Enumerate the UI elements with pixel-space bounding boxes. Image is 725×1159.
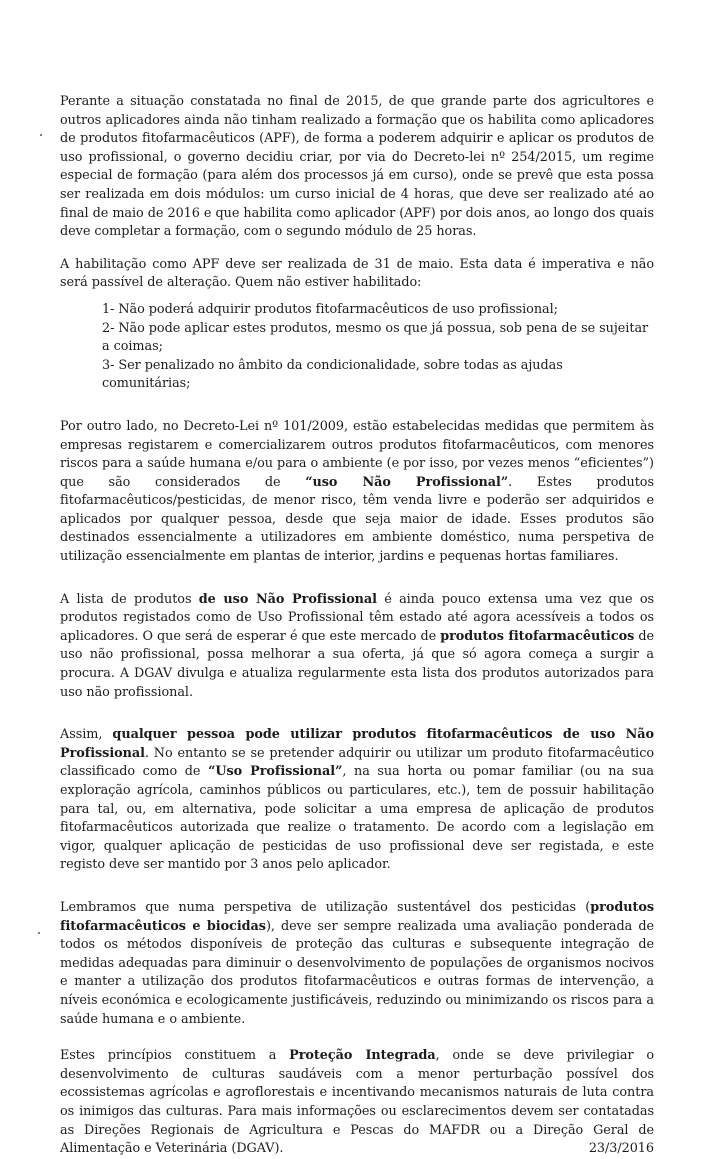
paragraph-any-person: Assim, qualquer pessoa pode utilizar produtos fitofarmacêuticos de uso Não Profissional. No entanto se se pretender adquirir ou utilizar um produto fitofarmacêutico classificado como de “Uso Profissional”, na sua horta ou pomar familiar (ou na sua exploração agrícola, caminhos públicos ou particulares, etc.), tem de possuir habilitação para tal, ou, em alternativa, pode solicitar a uma empresa de aplicação de produtos fitofarmacêuticos autorizada que realize o tratamento. De acordo com a legislação em vigor, qualquer aplicação de pesticidas de uso profissional deve ser registada, e este registo deve ser mantido por 3 anos pelo aplicador.: [60, 727, 655, 873]
list-item: 1- Não poderá adquirir produtos fitofarmacêuticos de uso profissional;: [102, 301, 558, 317]
paragraph-intro: Perante a situação constatada no final de 2015, de que grande parte dos agricultores e outros aplicadores ainda não tinham realizado a formação que os habilita como aplicadores de produtos fitofarmacêuticos (APF), de forma a poderem adquirir e aplicar os produtos de uso profissional, o governo decidiu criar, por via do Decreto-lei nº 254/2015, um regime especial de formação (para além dos processos já em curso), onde se prevê que esta possa ser realizada em dois módulos: um curso inicial de 4 horas, que deve ser realizado até ao final de maio de 2016 e que habilita como aplicador (APF) por dois anos, ao longo dos quais deve completar a formação, com o segundo módulo de 25 horas.: [60, 94, 654, 240]
document-body: [60, 93, 654, 1159]
paragraph-sustainable-use: Lembramos que numa perspetiva de utilização sustentável dos pesticidas (produtos fitofarmacêuticos e biocidas), deve ser sempre realizada uma avaliação ponderada de todos os métodos disponíveis de proteção das culturas e subsequente integração de medidas adequadas para diminuir o desenvolvimento de populações de organismos nocivos e manter a utilização dos produtos fitofarmacêuticos e outras formas de intervenção, a níveis económica e ecologicamente justificáveis, reduzindo ou minimizando os riscos para a saúde humana e o ambiente.: [60, 899, 654, 1027]
list-item: 2- Não pode aplicar estes produtos, mesmo os que já possua, sob pena de se sujeitar a coimas;: [102, 320, 649, 355]
list-item: 3- Ser penalizado no âmbito da condicionalidade, sobre todas as ajudas comunitárias;: [102, 357, 563, 392]
scan-speck: [40, 134, 42, 136]
document-date: 23/3/2016: [588, 1141, 654, 1157]
paragraph-deadline: A habilitação como APF deve ser realizada de 31 de maio. Esta data é imperativa e não será passível de alteração. Quem não estiver habilitado:: [60, 256, 654, 291]
paragraph-non-professional-use: Por outro lado, no Decreto-Lei nº 101/2009, estão estabelecidas medidas que permitem às empresas registarem e comercializarem outros produtos fitofarmacêuticos, com menores riscos para a saúde humana e/ou para o ambiente (e por isso, por vezes menos “eficientes”) que são considerados de “uso Não Profissional”. Estes produtos fitofarmacêuticos/pesticidas, de menor risco, têm venda livre e poderão ser adquiridos e aplicados por qualquer pessoa, desde que seja maior de idade. Esses produtos são destinados essencialmente a utilizadores em ambiente doméstico, numa perspetiva de utilização essencialmente em plantas de interior, jardins e pequenas hortas familiares.: [60, 418, 654, 565]
paragraph-product-list: A lista de produtos de uso Não Profissional é ainda pouco extensa uma vez que os produtos registados como de Uso Profissional têm estado até agora acessíveis a todos os aplicadores. O que será de esperar é que este mercado de produtos fitofarmacêuticos de uso não profissional, possa melhorar a sua oferta, já que só agora começa a surgir a procura. A DGAV divulga e atualiza regularmente esta lista dos produtos autorizados para uso não profissional.: [60, 591, 655, 700]
scan-speck: [38, 932, 40, 934]
consequences-list: [102, 301, 654, 394]
paragraph-integrated-protection: Estes princípios constituem a Proteção Integrada, onde se deve privilegiar o desenvolvimento de culturas saudáveis com a menor perturbação possível dos ecossistemas agrícolas e agroflorestais e incentivando mecanismos naturais de luta contra os inimigos das culturas. Para mais informações ou esclarecimentos devem ser contatadas as Direções Regionais de Agricultura e Pescas do MAFDR ou a Direção Geral de Alimentação e Veterinária (DGAV). 23/3/2016: [60, 1047, 654, 1159]
